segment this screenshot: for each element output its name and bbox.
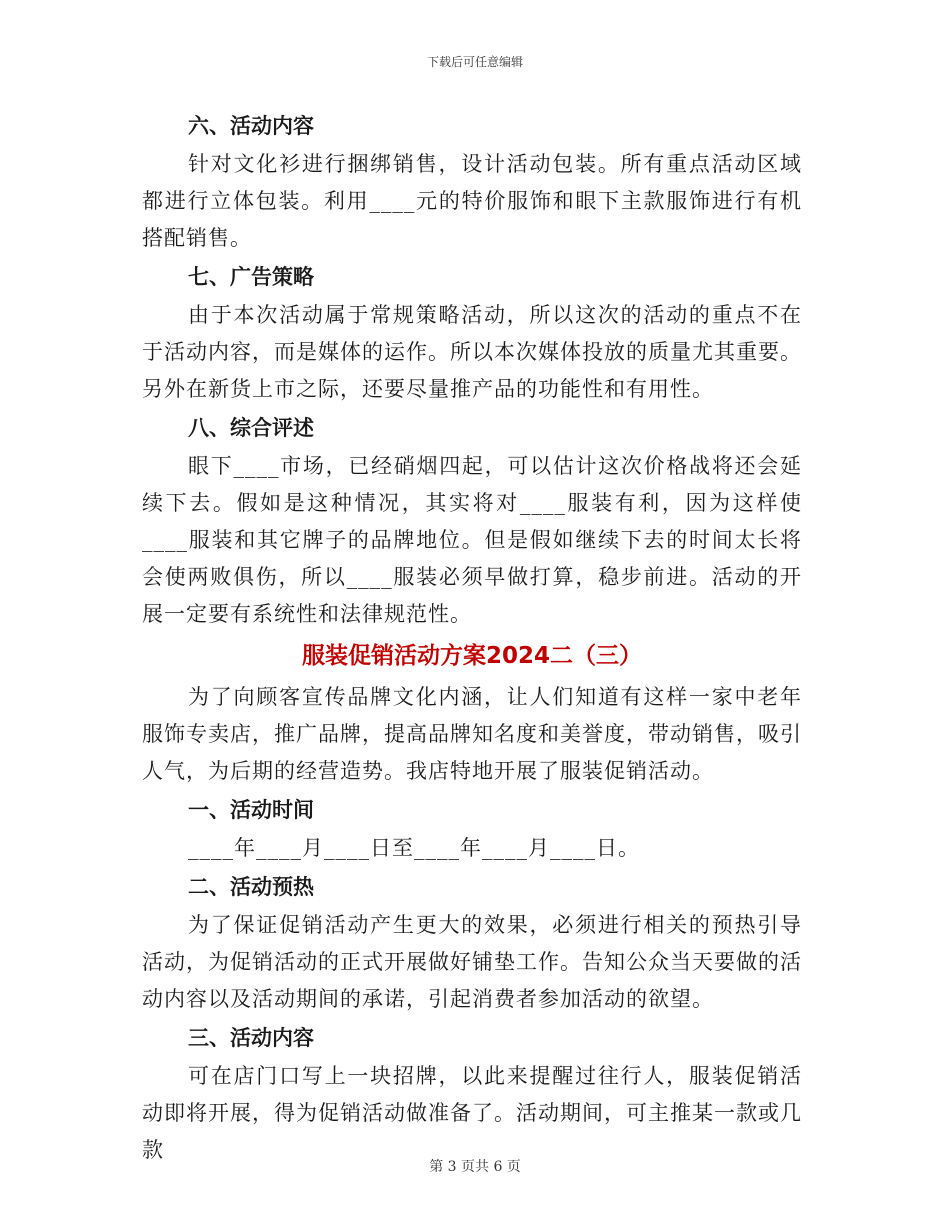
page-header: 下载后可任意编辑 <box>426 55 523 69</box>
section-heading: 二、活动预热 <box>188 875 314 899</box>
paragraph: ____年____月____日至____年____月____日。 <box>188 836 640 860</box>
paragraph: 可在店门口写上一块招牌，以此来提醒过往行人，服装促销活动即将开展，得为促销活动做准备了。活动期间，可主推某一款或几款 <box>142 1064 802 1162</box>
paragraph: 由于本次活动属于常规策略活动，所以这次的活动的重点不在于活动内容，而是媒体的运作。所以本次媒体投放的质量尤其重要。另外在新货上市之际，还要尽量推产品的功能性和有用性。 <box>142 303 802 401</box>
section-heading: 七、广告策略 <box>188 265 314 289</box>
section-heading: 三、活动内容 <box>188 1026 314 1050</box>
section-heading: 六、活动内容 <box>188 114 314 138</box>
document-title: 服装促销活动方案2024二（三） <box>301 643 642 669</box>
paragraph: 为了向顾客宣传品牌文化内涵，让人们知道有这样一家中老年服饰专卖店，推广品牌，提高品牌知名度和美誉度，带动销售，吸引人气，为后期的经营造势。我店特地开展了服装促销活动。 <box>142 685 802 783</box>
document-body <box>142 106 802 1169</box>
section-heading: 八、综合评述 <box>188 416 314 440</box>
paragraph: 为了保证促销活动产生更大的效果，必须进行相关的预热引导活动，为促销活动的正式开展做好铺垫工作。告知公众当天要做的活动内容以及活动期间的承诺，引起消费者参加活动的欲望。 <box>142 913 802 1011</box>
paragraph: 眼下____市场，已经硝烟四起，可以估计这次价格战将还会延续下去。假如是这种情况，其实将对____服装有利，因为这样使____服装和其它牌子的品牌地位。但是假如继续下去的时间太长将会使两败俱伤，所以____服装必须早做打算，稳步前进。活动的开展一定要有系统性和法律规范性。 <box>142 454 802 626</box>
section-heading: 一、活动时间 <box>188 798 314 822</box>
page-footer: 第 3 页共 6 页 <box>429 1159 521 1175</box>
paragraph: 针对文化衫进行捆绑销售，设计活动包装。所有重点活动区域都进行立体包装。利用____元的特价服饰和眼下主款服饰进行有机搭配销售。 <box>142 152 802 250</box>
